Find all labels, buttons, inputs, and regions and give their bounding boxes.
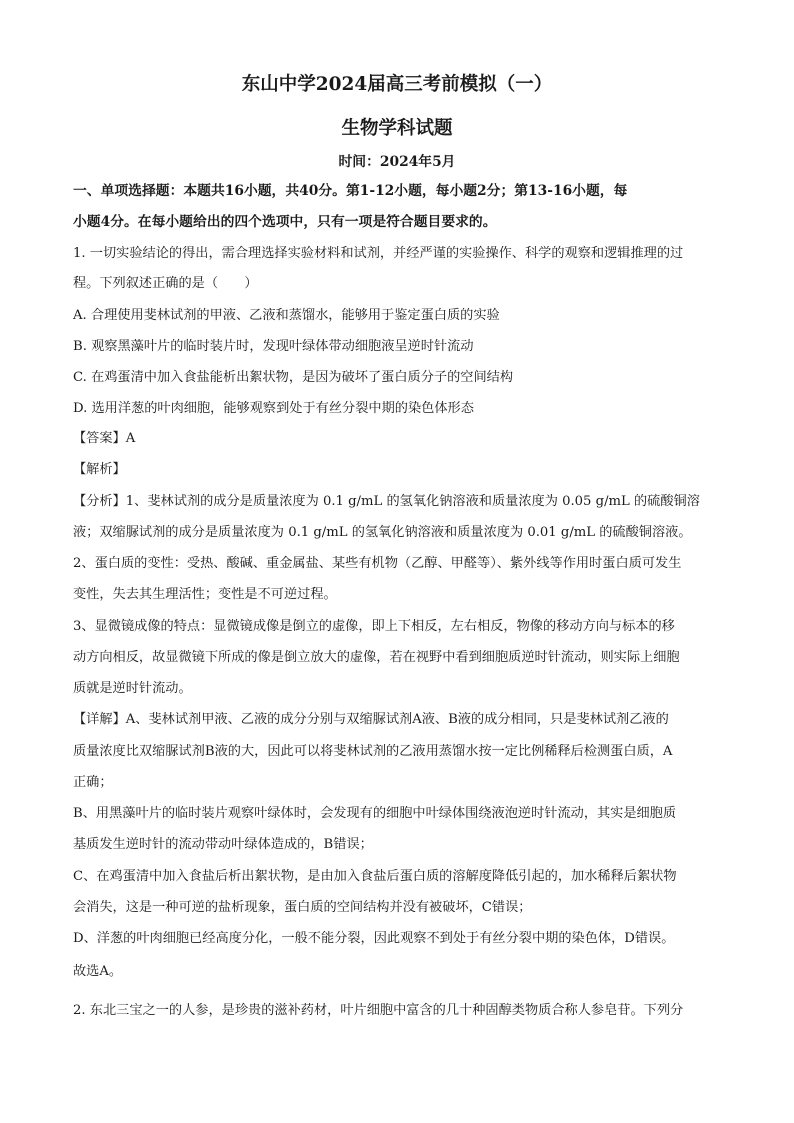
exam-date: 时间：2024年5月 xyxy=(338,154,456,170)
section-heading-line: 小题4分。在每小题给出的四个选项中，只有一项是符合题目要求的。 xyxy=(73,214,497,230)
analysis-line: 质就是逆时针流动。 xyxy=(73,681,192,696)
detail-line: 基质发生逆时针的流动带动叶绿体造成的，B错误； xyxy=(73,837,373,852)
detail-line: C、在鸡蛋清中加入食盐后析出絮状物，是由加入食盐后蛋白质的溶解度降低引起的，加水稀释后絮状物 xyxy=(73,869,677,884)
detail-line: 正确； xyxy=(73,775,113,790)
option-d: D. 选用洋葱的叶肉细胞，能够观察到处于有丝分裂中期的染色体形态 xyxy=(73,401,474,416)
exam-subtitle: 生物学科试题 xyxy=(341,118,453,139)
question-stem-line: 程。下列叙述正确的是（ ） xyxy=(73,276,258,291)
exam-title: 东山中学2024届高三考前模拟（一） xyxy=(241,74,553,95)
detail-line: 故选A。 xyxy=(73,964,123,979)
question-stem-line: 2. 东北三宝之一的人参，是珍贵的滋补药材，叶片细胞中富含的几十种固醇类物质合称人参皂苷。下列分 xyxy=(73,1003,684,1018)
analysis-line: 液；双缩脲试剂的成分是质量浓度为 0.1 g/mL 的氢氧化钠溶液和质量浓度为 0.01 g/mL 的硫酸铜溶液。 xyxy=(73,525,692,540)
analysis-line: 【分析】1、斐林试剂的成分是质量浓度为 0.1 g/mL 的氢氧化钠溶液和质量浓度为 0.05 g/mL 的硫酸铜溶 xyxy=(73,494,700,509)
detail-line: D、洋葱的叶肉细胞已经高度分化，一般不能分裂，因此观察不到处于有丝分裂中期的染色体，D错误。 xyxy=(73,931,675,946)
answer-line: 【答案】A xyxy=(73,431,136,446)
analysis-line: 2、蛋白质的变性：受热、酸碱、重金属盐、某些有机物（乙醇、甲醛等）、紫外线等作用时蛋白质可发生 xyxy=(73,556,682,571)
option-b: B. 观察黑藻叶片的临时装片时，发现叶绿体带动细胞液呈逆时针流动 xyxy=(73,339,474,354)
analysis-label: 【解析】 xyxy=(73,462,126,477)
section-heading-line: 一、单项选择题：本题共16小题，共40分。第1-12小题，每小题2分；第13-16小题，每 xyxy=(73,183,628,199)
option-a: A. 合理使用斐林试剂的甲液、乙液和蒸馏水，能够用于鉴定蛋白质的实验 xyxy=(73,308,500,323)
detail-line: 【详解】A、斐林试剂甲液、乙液的成分分别与双缩脲试剂A液、B液的成分相同，只是斐林试剂乙液的 xyxy=(73,712,669,727)
analysis-line: 3、显微镜成像的特点：显微镜成像是倒立的虚像，即上下相反，左右相反，物像的移动方向与标本的移 xyxy=(73,619,675,634)
question-stem-line: 1. 一切实验结论的得出，需合理选择实验材料和试剂，并经严谨的实验操作、科学的观察和逻辑推理的过 xyxy=(73,246,684,261)
detail-line: 质量浓度比双缩脲试剂B液的大，因此可以将斐林试剂的乙液用蒸馏水按一定比例稀释后检测蛋白质，A xyxy=(73,744,673,759)
analysis-line: 动方向相反，故显微镜下所成的像是倒立放大的虚像，若在视野中看到细胞质逆时针流动，则实际上细胞 xyxy=(73,650,680,665)
detail-line: B、用黑藻叶片的临时装片观察叶绿体时，会发现有的细胞中叶绿体围绕液泡逆时针流动，其实是细胞质 xyxy=(73,806,677,821)
analysis-line: 变性，失去其生理活性；变性是不可逆过程。 xyxy=(73,587,337,602)
option-c: C. 在鸡蛋清中加入食盐能析出絮状物，是因为破坏了蛋白质分子的空间结构 xyxy=(73,370,514,385)
detail-line: 会消失，这是一种可逆的盐析现象，蛋白质的空间结构并没有被破坏，C错误； xyxy=(73,900,532,915)
